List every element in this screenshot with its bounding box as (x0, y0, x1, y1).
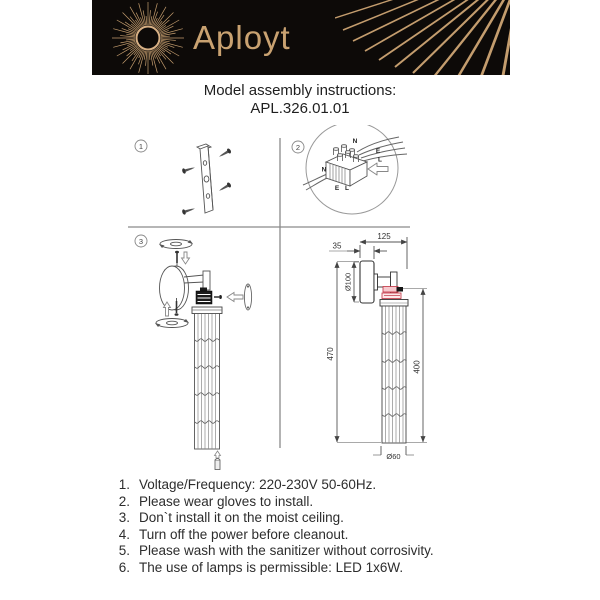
brand-header (92, 0, 510, 75)
dim-shade-diameter: Ø60 (386, 452, 401, 461)
finial-screw-icon (215, 460, 220, 470)
dim-shade-height: 400 (412, 360, 422, 374)
step2-wiring-diagram (292, 125, 407, 214)
screw-icon (218, 148, 232, 159)
instruction-text: Turn off the power before cleanout. (139, 526, 349, 542)
title-block (0, 82, 600, 117)
technical-drawing (326, 232, 427, 461)
instruction-text: Don`t install it on the moist ceiling. (139, 510, 344, 526)
brand-name: Aployt (193, 19, 291, 56)
page-title: Model assembly instructions: (203, 82, 397, 99)
screw-icon (218, 182, 232, 193)
side-screw-icon (219, 295, 222, 299)
step1-number: 1 (138, 141, 144, 151)
wall-bracket-side (244, 284, 251, 310)
assembly-diagrams (0, 125, 600, 477)
instruction-number: 6. (118, 559, 130, 575)
dimension-lines (329, 237, 427, 455)
canopy-ring-top (159, 240, 193, 249)
glass-shade (192, 307, 222, 449)
instruction-number: 1. (118, 477, 130, 492)
step1-bracket-diagram (135, 140, 232, 215)
instruction-item (112, 494, 522, 511)
instruction-number: 5. (118, 543, 130, 559)
backplate-disc (160, 266, 185, 310)
instruction-text: Please wear gloves to install. (139, 493, 314, 509)
dim-arm-length: 125 (377, 232, 391, 241)
instruction-item (112, 510, 522, 527)
canopy-ring-bottom (155, 319, 189, 328)
instruction-text: Please wash with the sanitizer without corrosivity. (139, 543, 434, 559)
wire-label-n-top: N (352, 138, 358, 145)
instruction-list (112, 477, 522, 577)
starburst-icon (92, 0, 204, 75)
terminal-block (326, 154, 367, 186)
up-arrow-icon (215, 451, 221, 458)
rays-decoration-icon (335, 0, 510, 75)
model-number: APL.326.01.01 (250, 100, 350, 117)
backplate-side-view (360, 261, 374, 303)
left-arrow-icon (227, 293, 243, 302)
wire-label-l-bottom: L (345, 185, 349, 192)
down-arrow-icon (182, 252, 190, 264)
instruction-item (112, 560, 522, 577)
step3-number: 3 (138, 236, 144, 246)
instruction-text: The use of lamps is permissible: LED 1x6W. (139, 559, 404, 575)
wire-label-l-right: L (378, 156, 382, 164)
insert-arrow-icon (368, 163, 388, 175)
instruction-number: 2. (118, 493, 130, 509)
screw-icon (182, 206, 196, 215)
instruction-item (112, 477, 522, 494)
wire-label-e-right: E (375, 148, 381, 155)
dim-overall-height: 470 (326, 347, 335, 361)
wire-label-n-left: N (321, 166, 327, 174)
instruction-text: Voltage/Frequency: 220-230V 50-60Hz. (139, 477, 377, 492)
dim-bracket-depth: 35 (332, 241, 342, 251)
step3-exploded-diagram (135, 235, 252, 470)
instruction-item (112, 527, 522, 544)
instruction-item (112, 543, 522, 560)
instruction-number: 3. (118, 510, 130, 526)
instruction-number: 4. (118, 526, 130, 542)
wire-label-e-bottom: E (334, 185, 340, 192)
dim-plate-diameter: Ø100 (343, 272, 353, 292)
step2-number: 2 (295, 142, 301, 152)
screw-icon (182, 165, 196, 174)
